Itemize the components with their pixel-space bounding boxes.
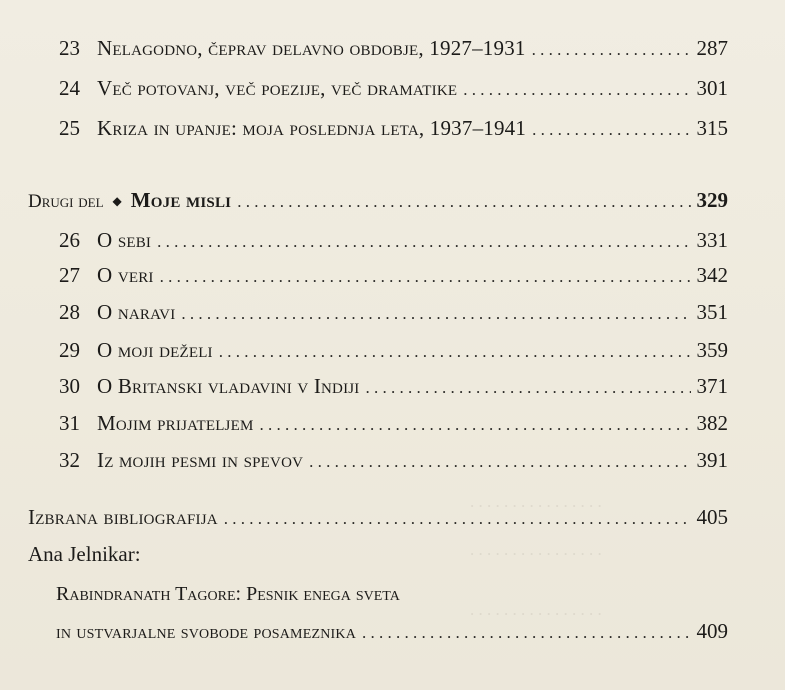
page-number: 315 [696, 116, 728, 140]
page-number: 371 [696, 374, 728, 398]
chapter-title: O naravi [97, 300, 176, 324]
diamond-icon: ◆ [112, 194, 122, 208]
toc-entry-29[interactable] [59, 336, 728, 364]
toc-entry-32[interactable] [59, 446, 728, 474]
chapter-title: Kriza in upanje: moja poslednja leta, 1937–1941 [97, 116, 527, 140]
page-number: 409 [696, 619, 728, 643]
page-number: 405 [696, 505, 728, 529]
page-number: 301 [696, 76, 728, 100]
chapter-title: Več potovanj, več poezije, več dramatike [97, 76, 458, 100]
bibliography-title: Izbrana bibliografija [28, 505, 218, 529]
chapter-number: 30 [59, 374, 80, 398]
leader-dots [260, 411, 691, 439]
essay-title-line1[interactable]: Rabindranath Tagore: Pesnik enega sveta [56, 583, 400, 605]
chapter-number: 26 [59, 228, 80, 252]
page-number: 359 [696, 338, 728, 362]
chapter-number: 27 [59, 263, 80, 287]
leader-dots [532, 116, 690, 144]
chapter-number: 31 [59, 411, 80, 435]
chapter-number: 25 [59, 116, 80, 140]
leader-dots [309, 448, 690, 476]
toc-part-two[interactable] [28, 186, 728, 214]
bleed-through: . . . . . . . . . . . . . . . . [470, 540, 602, 559]
leader-dots [157, 228, 690, 256]
page-number: 331 [696, 228, 728, 252]
bleed-through: . . . . . . . . . . . . . . . . [470, 600, 602, 619]
toc-entry-25[interactable] [59, 114, 728, 142]
leader-dots [366, 374, 691, 402]
leader-dots [219, 338, 691, 366]
chapter-title: Mojim prijateljem [97, 411, 254, 435]
leader-dots [237, 188, 690, 216]
toc-entry-23[interactable] [59, 34, 728, 62]
page-number: 382 [696, 411, 728, 435]
chapter-number: 32 [59, 448, 80, 472]
essay-title-line2: in ustvarjalne svobode posameznika [56, 621, 357, 643]
essay-author: Ana Jelnikar: [28, 542, 141, 566]
toc-entry-essay[interactable] [56, 617, 728, 645]
chapter-title: O Britanski vladavini v Indiji [97, 374, 360, 398]
chapter-number: 28 [59, 300, 80, 324]
leader-dots [181, 300, 690, 328]
toc-entry-30[interactable] [59, 372, 728, 400]
chapter-number: 24 [59, 76, 80, 100]
toc-entry-27[interactable] [59, 261, 728, 289]
chapter-title: Iz mojih pesmi in spevov [97, 448, 304, 472]
chapter-number: 23 [59, 36, 80, 60]
leader-dots [160, 263, 691, 291]
part-title: Moje misli [130, 188, 232, 212]
page-number: 391 [696, 448, 728, 472]
page-number: 287 [696, 36, 728, 60]
page-number: 329 [696, 188, 728, 212]
toc-entry-26[interactable] [59, 226, 728, 254]
page-number: 351 [696, 300, 728, 324]
toc-entry-bibliography[interactable] [28, 503, 728, 531]
leader-dots [463, 76, 690, 104]
toc-entry-24[interactable] [59, 74, 728, 102]
part-label: Drugi del [28, 191, 104, 212]
chapter-title: O moji deželi [97, 338, 213, 362]
chapter-number: 29 [59, 338, 80, 362]
leader-dots [362, 619, 690, 647]
chapter-title: Nelagodno, čeprav delavno obdobje, 1927–1931 [97, 36, 526, 60]
chapter-title: O veri [97, 263, 154, 287]
toc-entry-31[interactable] [59, 409, 728, 437]
page-number: 342 [696, 263, 728, 287]
bleed-through: . . . . . . . . . . . . . . . . [470, 492, 602, 511]
leader-dots [532, 36, 691, 64]
toc-entry-28[interactable] [59, 298, 728, 326]
chapter-title: O sebi [97, 228, 152, 252]
leader-dots [224, 505, 691, 533]
